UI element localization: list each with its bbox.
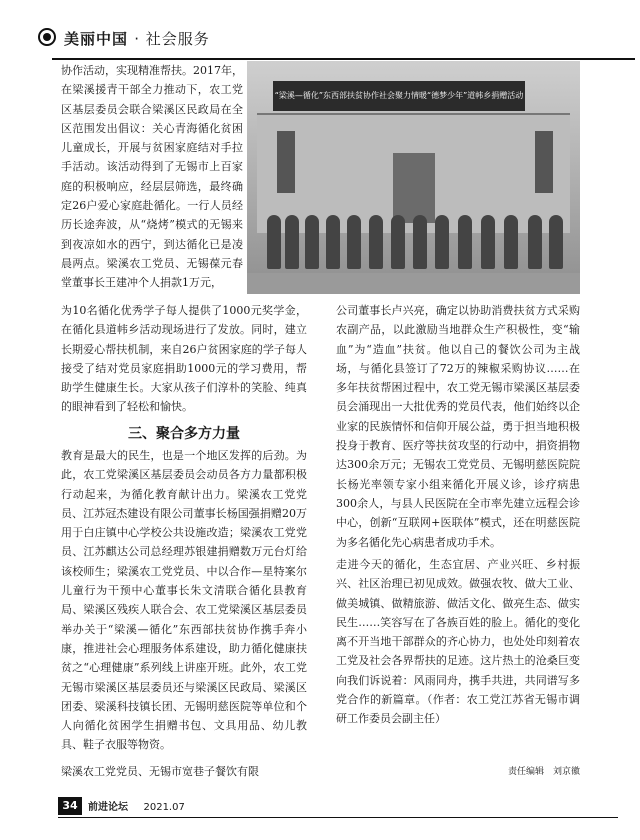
section-name: · 社会服务	[134, 30, 210, 48]
section-title	[64, 28, 210, 49]
person	[458, 215, 472, 269]
issue-number: 2021.07	[143, 802, 185, 813]
person	[413, 215, 427, 269]
right-sign	[535, 131, 553, 193]
person	[267, 215, 281, 269]
person	[285, 215, 299, 269]
page-footer	[58, 797, 618, 815]
brand-name: 美丽中国	[64, 30, 129, 48]
photo-banner: “梁溪—循化”东西部扶贫协作社会聚力情暖“德梦少年”道帏乡捐赠活动	[273, 81, 525, 111]
magazine-logo-icon	[38, 28, 56, 46]
person	[369, 215, 383, 269]
person	[504, 215, 518, 269]
person	[326, 215, 340, 269]
responsible-editor: 责任编辑 刘京徽	[507, 767, 580, 777]
person	[528, 215, 542, 269]
person	[549, 215, 563, 269]
person	[435, 215, 449, 269]
journal-name: 前进论坛	[88, 802, 128, 813]
article-paragraph-left-bottom: 梁溪农工党党员、无锡市宽巷子餐饮有限	[61, 765, 259, 778]
person	[305, 215, 319, 269]
ground	[247, 273, 580, 294]
page-header	[14, 24, 626, 52]
article-paragraph-left-top: 协作活动，实现精准帮扶。2017年，在梁溪援青干部全力推动下，农工党区基层委员会联合梁溪区民政局在全区范围发出倡议：关心青海循化贫困儿童成长，开展与贫困家庭结对手拉手活动。该活动得到了无锡市上百家庭的积极响应，经层层筛选，最终确定26户爱心家庭赴循化。一行人员经历长途奔波，从“烧烤”模式的无锡来到夜凉如水的西宁，到达循化已是凌晨两点。梁溪农工党员、无锡葆元春堂董事长王建冲个人捐款1万元，	[61, 64, 243, 290]
event-photo	[247, 61, 580, 294]
article-paragraph-right-end: 走进今天的循化，生态宜居、产业兴旺、乡村振兴、社区治理已初见成效。做强农牧、做大工业、做美城镇、做精旅游、做活文化、做亮生态、做实民生……笑容写在了各族百姓的脸上。循化的变化离不开当地干部群众的齐心协力，也处处印刻着农工党及社会各界帮扶的足迹。这片热土的沧桑巨变向我们诉说着：风雨同舟，携手共进，共同谱写多党合作的新篇章。（作者：农工党江苏省无锡市调研工作委员会副主任）	[336, 558, 580, 726]
header-rule	[52, 58, 635, 60]
person	[481, 215, 495, 269]
group-of-people	[247, 191, 580, 281]
section-heading: 三、聚合多方力量	[128, 426, 240, 442]
left-sign	[277, 131, 295, 193]
article-paragraph-right-top: 公司董事长卢兴亮，确定以协助消费扶贫方式采购农副产品，以此激励当地群众生产积极性，变“输血”为“造血”扶贫。他以自己的餐饮公司为主战场，与循化县签订了72万的辣椒采购协议……在多年扶贫帮困过程中，农工党无锡市梁溪区基层委员会涌现出一大批优秀的党员代表，他们始终以企业家的民族情怀和信仰开展公益，勇于担当地积极投身于教育、医疗等扶贫攻坚的行动中，捐资捐物达300余万元；无锡农工党党员、无锡明慈医院院长杨光率领专家小组来循化开展义诊，诊疗病患300余人，与县人民医院在全市率先建立远程会诊中心，创新“互联网+医联体”模式，还在明慈医院为多名循化先心病患者成功手术。	[336, 304, 580, 549]
article-paragraph-left-body: 教育是最大的民生，也是一个地区发挥的后劲。为此，农工党梁溪区基层委员会动员各方力量都积极行动起来，为循化教育献计出力。梁溪农工党党员、江苏冠杰建设有限公司董事长杨国强捐赠20万用于白庄镇中心学校公共设施改造；梁溪农工党党员、江苏麒达公司总经理苏银建捐赠数万元台灯给该校师生；梁溪农工党党员、中以合作—星特案尔儿童行为干预中心董事长朱文清联合循化县教育局、梁溪区残疾人联合会、农工党梁溪区基层委员举办关于“梁溪—循化”东西部扶贫协作携手奔小康，推进社会心理服务体系建设，助力循化健康扶贫之“心理健康”系列线上讲座开班。此外，农工党无锡市梁溪区基层委员还与梁溪区民政局、梁溪区团委、梁溪科技镇长团、无锡明慈医院等单位和个人向循化贫困学生捐赠书包、文具用品、幼儿教具、鞋子衣服等物资。	[61, 449, 307, 752]
footer-rule	[58, 817, 618, 818]
page-number: 34	[58, 797, 82, 815]
person	[391, 215, 405, 269]
article-paragraph-left-mid: 为10名循化优秀学子每人提供了1000元奖学金，在循化县道帏乡活动现场进行了发放。同时，建立长期爱心帮扶机制，来自26户贫困家庭的学子每人接受了结对党员家庭捐助1000元的学习费用，帮助学生健康生长。大家从孩子们淳朴的笑脸、纯真的眼神看到了轻松和愉快。	[61, 304, 307, 414]
person	[347, 215, 361, 269]
journal-info	[88, 798, 185, 813]
